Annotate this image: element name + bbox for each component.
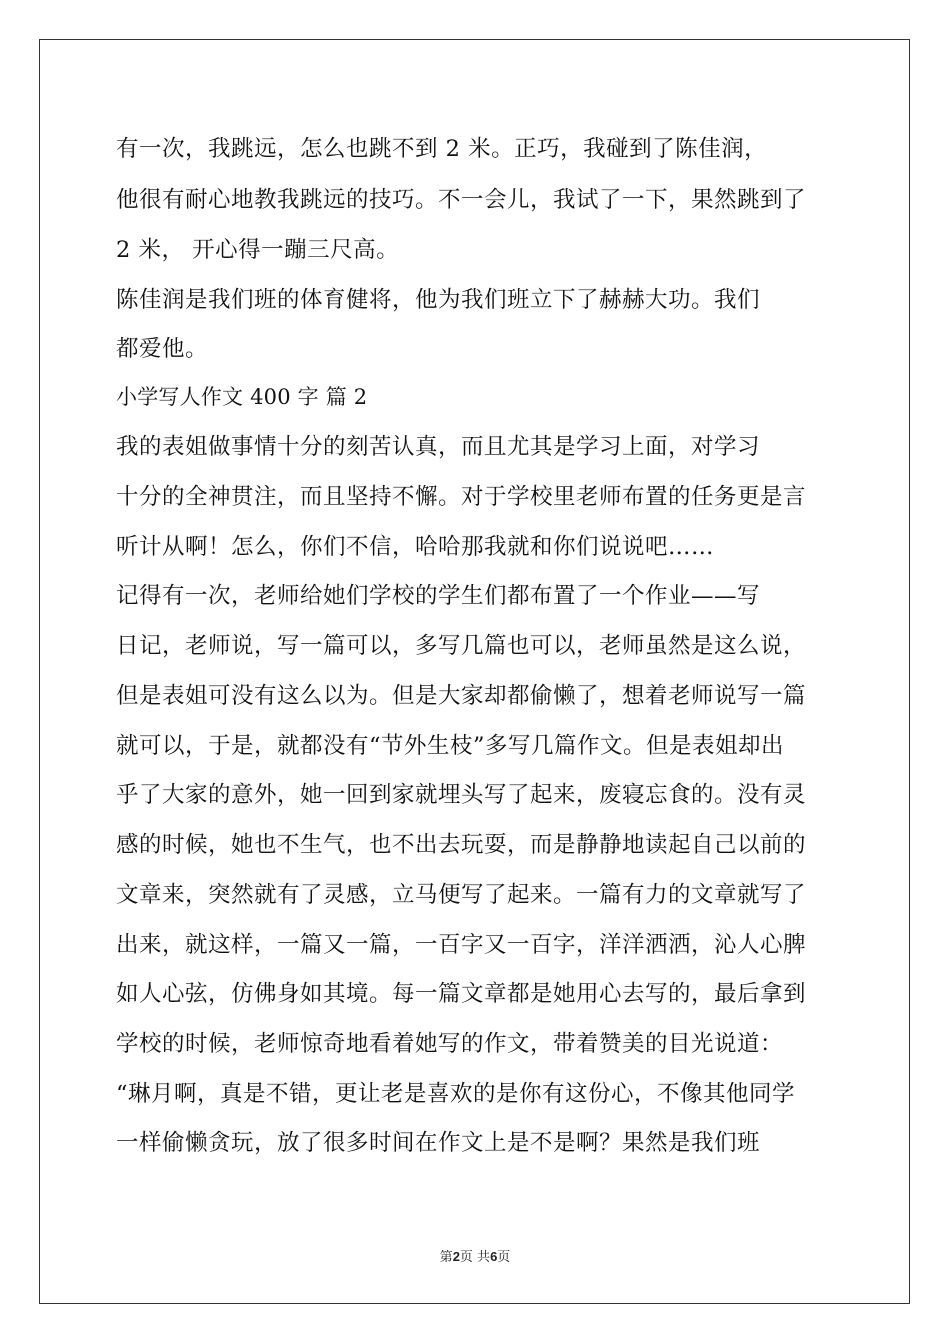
text-line: “琳月啊，真是不错，更让老是喜欢的是你有这份心，不像其他同学 — [116, 1081, 796, 1107]
text-line: 如人心弦，仿佛身如其境。每一篇文章都是她用心去写的，最后拿到 — [116, 981, 807, 1007]
text-line: 就可以，于是，就都没有“节外生枝”多写几篇作文。但是表姐却出 — [116, 733, 785, 759]
footer-suffix: 页 — [497, 1250, 511, 1265]
text-line: 文章来，突然就有了灵感，立马便写了起来。一篇有力的文章就写了 — [116, 882, 807, 908]
text-line: 学校的时候，老师惊奇地看着她写的作文，带着赞美的目光说道： — [116, 1031, 784, 1057]
text-line: 出来，就这样，一篇又一篇，一百字又一百字，洋洋洒洒，沁人心脾 — [116, 932, 807, 958]
text-line: 日记，老师说，写一篇可以，多写几篇也可以，老师虽然是这么说， — [116, 633, 807, 659]
text-line: 我的表姐做事情十分的刻苦认真，而且尤其是学习上面，对学习 — [116, 434, 761, 460]
text-line: 记得有一次，老师给她们学校的学生们都布置了一个作业——写 — [116, 583, 761, 609]
text-line: 乎了大家的意外，她一回到家就埋头写了起来，废寝忘食的。没有灵 — [116, 782, 807, 808]
section-heading: 小学写人作文 400 字 篇 2 — [116, 385, 368, 409]
footer-mid: 页 共 — [459, 1250, 491, 1265]
current-page-number: 2 — [452, 1249, 460, 1264]
text-line: 都爱他。 — [116, 336, 209, 362]
page-border — [39, 39, 910, 1304]
text-line: 但是表姐可没有这么以为。但是大家却都偷懒了，想着老师说写一篇 — [116, 683, 807, 709]
text-line: 感的时候，她也不生气，也不出去玩耍，而是静静地读起自己以前的 — [116, 832, 807, 858]
text-line: 十分的全神贯注，而且坚持不懈。对于学校里老师布置的任务更是言 — [116, 484, 807, 510]
text-line: 陈佳润是我们班的体育健将，他为我们班立下了赫赫大功。我们 — [116, 287, 761, 313]
text-line: 2 米， 开心得一蹦三尺高。 — [116, 237, 400, 263]
total-page-count: 6 — [490, 1249, 498, 1264]
text-line: 听计从啊！怎么，你们不信，哈哈那我就和你们说说吧…… — [116, 534, 715, 560]
text-line: 他很有耐心地教我跳远的技巧。不一会儿，我试了一下，果然跳到了 — [116, 187, 807, 213]
text-line: 有一次，我跳远，怎么也跳不到 2 米。正巧，我碰到了陈佳润， — [116, 136, 768, 162]
footer-prefix: 第 — [439, 1250, 453, 1265]
page-footer — [0, 1246, 950, 1265]
text-line: 一样偷懒贪玩，放了很多时间在作文上是不是啊？果然是我们班 — [116, 1130, 761, 1156]
